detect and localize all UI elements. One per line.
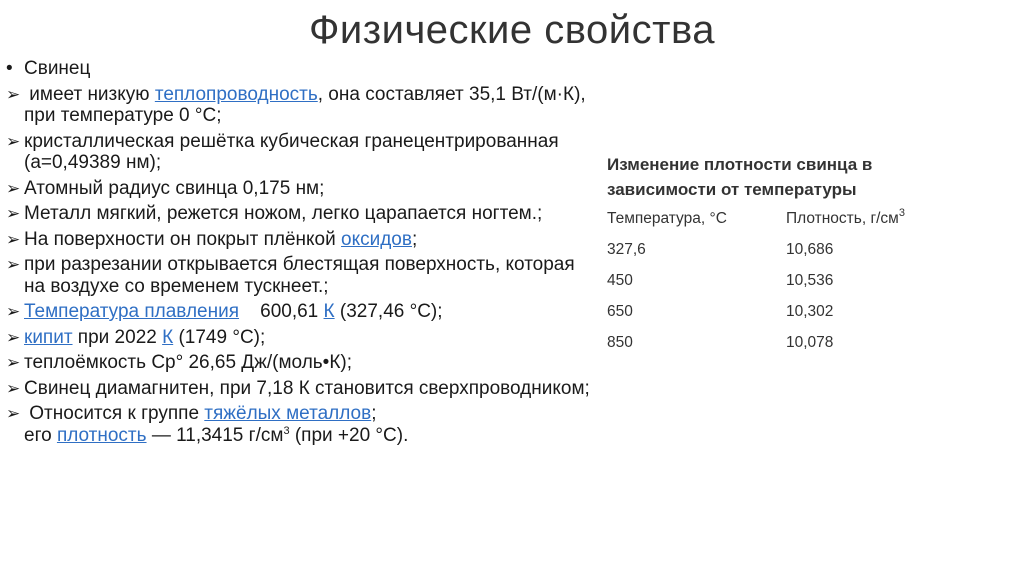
bullet-item: [6, 131, 596, 174]
text-run: при разрезании открывается блестящая поверхность, которая на воздухе со временем тускнеет.;: [24, 254, 580, 297]
table-row: [607, 241, 905, 272]
text-run: (при +20 °C).: [289, 424, 409, 446]
text-run: при 2022: [72, 326, 163, 348]
header-density-label: Плотность, г/см: [786, 210, 899, 227]
text-run: На поверхности он покрыт плёнкой: [24, 228, 342, 250]
bullet-text: [24, 84, 591, 127]
text-run: — 11,3415 г/см: [146, 424, 284, 446]
text-run: Относится к группе: [24, 403, 205, 424]
superscript: 3: [283, 424, 290, 437]
header-density: [786, 207, 905, 241]
wiki-link[interactable]: тяжёлых металлов: [204, 403, 372, 424]
bullet-dot-icon: •: [6, 58, 13, 79]
cell-density: 10,686: [786, 241, 834, 258]
text-run: его: [24, 424, 57, 446]
table-caption: Изменение плотности свинца в зависимости от температуры: [607, 155, 873, 199]
text-run: Металл мягкий, режется ножом, легко царапается ногтем.;: [24, 203, 543, 224]
wiki-link[interactable]: теплопроводность: [154, 83, 318, 105]
bullet-item: [6, 378, 596, 400]
bullet-item: [6, 178, 596, 200]
arrow-bullet-icon: ➢: [6, 327, 21, 347]
bullet-item: [6, 58, 596, 80]
wiki-link[interactable]: Температура плавления: [24, 301, 240, 322]
header-density-sup: 3: [898, 207, 905, 219]
arrow-bullet-icon: ➢: [6, 255, 21, 274]
bullet-item: [6, 229, 596, 251]
bullet-text: [24, 178, 324, 199]
wiki-link[interactable]: К: [162, 326, 174, 348]
cell-temperature: 327,6: [607, 241, 646, 258]
text-run: Свинец диамагнитен, при 7,18 К становится сверхпроводником;: [24, 377, 590, 399]
slide-title: Физические свойства: [309, 8, 715, 52]
arrow-bullet-icon: ➢: [6, 178, 21, 198]
table-row: [607, 334, 905, 365]
bullet-text: [24, 254, 580, 297]
cell-temperature: 450: [607, 272, 633, 289]
cell-temperature: 850: [607, 334, 633, 351]
text-run: 600,61: [239, 301, 324, 322]
bullet-text: [24, 378, 590, 399]
bullet-text: [24, 403, 408, 446]
arrow-bullet-icon: ➢: [6, 204, 21, 223]
table-row: [607, 272, 905, 303]
bullet-text: [24, 58, 90, 79]
text-run: Атомный радиус свинца 0,175 нм;: [24, 177, 325, 199]
arrow-bullet-icon: ➢: [6, 404, 21, 423]
bullet-text: [24, 203, 542, 224]
text-run: теплоёмкость Cp° 26,65 Дж/(моль•К);: [24, 352, 353, 373]
bullet-item: [6, 403, 596, 446]
text-run: ;: [411, 228, 418, 250]
table-row: [607, 303, 905, 334]
bullet-item: [6, 327, 596, 349]
text-run: (1749 °C);: [173, 326, 266, 348]
arrow-bullet-icon: ➢: [6, 353, 21, 372]
wiki-link[interactable]: кипит: [24, 326, 73, 348]
text-run: (327,46 °C);: [334, 301, 443, 322]
cell-density: 10,302: [786, 303, 834, 320]
wiki-link[interactable]: К: [323, 301, 335, 322]
arrow-bullet-icon: ➢: [6, 131, 21, 151]
header-temperature: Температура, °С: [607, 210, 727, 227]
arrow-bullet-icon: ➢: [6, 302, 21, 321]
bullet-item: [6, 203, 596, 225]
text-run: Свинец: [24, 58, 91, 79]
bullet-text: [24, 301, 443, 322]
bullet-text: [24, 327, 265, 348]
arrow-bullet-icon: ➢: [6, 84, 21, 104]
properties-list: [6, 58, 596, 450]
bullet-text: [24, 229, 417, 250]
bullet-text: [24, 131, 564, 174]
cell-density: 10,536: [786, 272, 834, 289]
text-run: ;: [371, 403, 377, 424]
bullet-text: [24, 352, 352, 373]
bullet-item: [6, 352, 596, 374]
cell-temperature: 650: [607, 303, 633, 320]
text-run: кристаллическая решётка кубическая гранецентрированная (a=0,49389 нм);: [24, 130, 564, 173]
cell-density: 10,078: [786, 334, 834, 351]
density-table: [607, 207, 905, 365]
bullet-item: [6, 84, 596, 127]
bullet-item: [6, 254, 596, 297]
arrow-bullet-icon: ➢: [6, 229, 21, 249]
bullet-item: [6, 301, 596, 323]
wiki-link[interactable]: плотность: [56, 424, 147, 446]
arrow-bullet-icon: ➢: [6, 378, 21, 398]
text-run: , она составляет 35,1 Вт/(м·К), при температуре 0 °C;: [24, 83, 591, 126]
table-header-row: [607, 210, 905, 241]
text-run: имеет низкую: [24, 83, 155, 105]
wiki-link[interactable]: оксидов: [341, 228, 412, 250]
